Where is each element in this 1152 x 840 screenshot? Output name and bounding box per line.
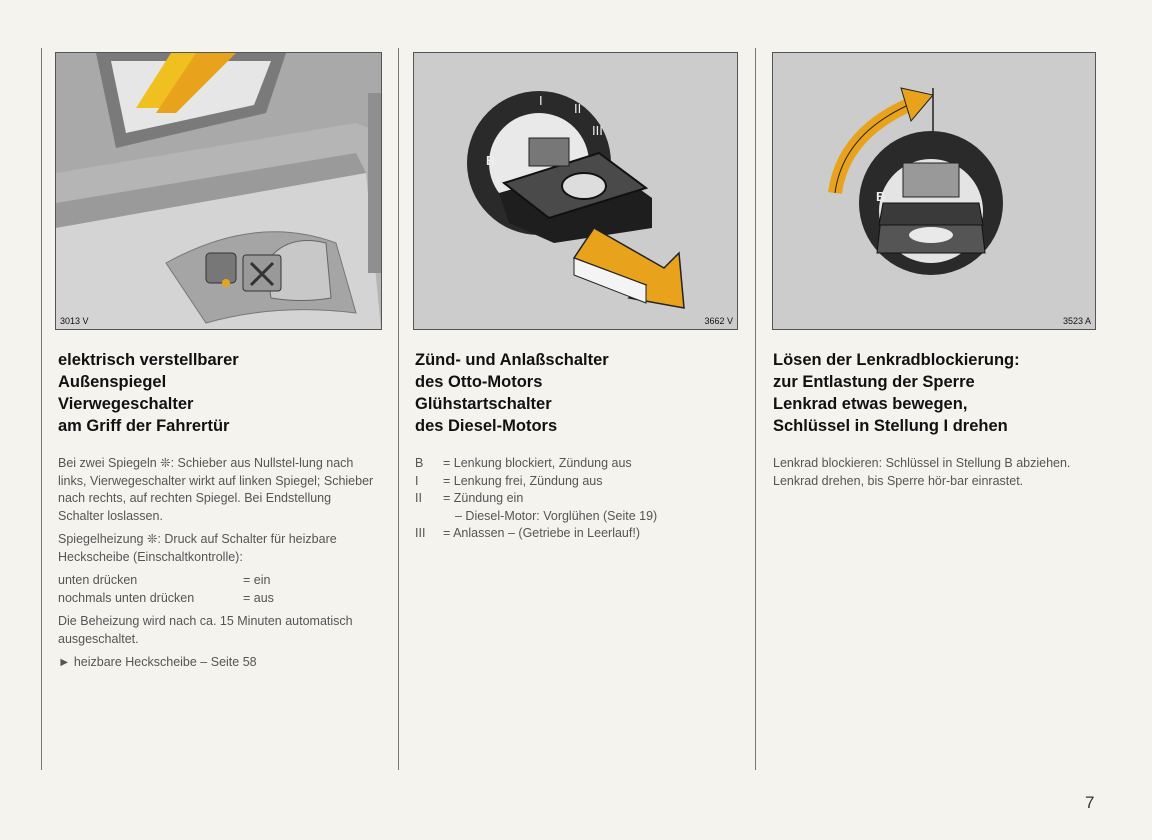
figure-steering-lock-release: [772, 52, 1096, 330]
steering-lock-illustration: [773, 53, 1095, 329]
figure-ignition-switch: [413, 52, 738, 330]
heading-line: elektrisch verstellbarer: [58, 351, 239, 369]
figure-code: 3523 A: [1062, 316, 1091, 326]
section-heading: [773, 349, 1103, 437]
ignition-illustration: [414, 53, 737, 329]
paragraph: Lenkrad blockieren: Schlüssel in Stellung B abziehen. Lenkrad drehen, bis Sperre hör-bar einrastet.: [773, 456, 1071, 488]
dial-label-b: B: [486, 153, 496, 168]
paragraph: Spiegelheizung ❊: Druck auf Schalter für heizbare Heckscheibe (Einschaltkontrolle):: [58, 532, 337, 564]
heading-line: Außenspiegel: [58, 373, 167, 391]
heading-line: am Griff der Fahrertür: [58, 417, 230, 435]
ignition-positions-list: [415, 455, 740, 543]
position-key: B: [415, 456, 424, 470]
table-row: [58, 590, 376, 608]
paragraph: Bei zwei Spiegeln ❊: Schieber aus Nullstel-lung nach links, Vierwegeschalter wirkt auf linken Spiegel; Schieber nach rechts, auf rechten Spiegel. Bei Endstellung Schalter loslassen.: [58, 456, 374, 523]
heading-line: zur Entlastung der Sperre: [773, 373, 975, 391]
position-key: III: [415, 526, 426, 540]
position-text: = Lenkung blockiert, Zündung aus: [443, 456, 632, 470]
column-rule-middle-right: [755, 48, 756, 770]
section-body: [773, 455, 1095, 496]
figure-door-mirror-switch: [55, 52, 382, 330]
position-text: – Diesel-Motor: Vorglühen (Seite 19): [455, 508, 658, 523]
table-label: unten drücken: [58, 573, 138, 587]
heading-line: des Otto-Motors: [415, 373, 543, 391]
heading-line: Vierwegeschalter: [58, 395, 194, 413]
figure-code: 3013 V: [60, 316, 89, 326]
column-rule-left: [41, 48, 42, 770]
position-text: = Lenkung frei, Zündung aus: [443, 473, 603, 488]
dial-label-iii: III: [592, 123, 603, 138]
table-value: = aus: [243, 590, 274, 605]
figure-code: 3662 V: [704, 316, 733, 326]
position-text: = Anlassen – (Getriebe in Leerlauf!): [443, 526, 640, 540]
heading-line: Zünd- und Anlaßschalter: [415, 351, 609, 369]
position-text: = Zündung ein: [443, 491, 524, 505]
table-label: nochmals unten drücken: [58, 590, 195, 605]
section-heading: [415, 349, 735, 437]
dial-label-i: I: [539, 93, 543, 108]
door-illustration: [56, 53, 381, 329]
section-body: [58, 455, 376, 678]
cross-reference-link[interactable]: ► heizbare Heckscheibe – Seite 58: [58, 655, 257, 669]
position-key: II: [415, 491, 422, 505]
dial-label-b: B: [876, 189, 886, 204]
position-key: [415, 508, 443, 526]
table-row: [58, 572, 376, 590]
dial-label-ii: II: [574, 101, 582, 116]
paragraph: Die Beheizung wird nach ca. 15 Minuten automatisch ausgeschaltet.: [58, 614, 353, 646]
position-key: I: [415, 473, 419, 488]
table-value: = ein: [243, 573, 271, 587]
heading-line: Lenkrad etwas bewegen,: [773, 395, 968, 413]
heading-line: Schlüssel in Stellung I drehen: [773, 417, 1008, 435]
heading-line: des Diesel-Motors: [415, 417, 558, 435]
column-rule-middle-left: [398, 48, 399, 770]
heading-line: Glühstartschalter: [415, 395, 552, 413]
page-number: 7: [1085, 793, 1095, 812]
section-heading: [58, 349, 378, 437]
heading-line: Lösen der Lenkradblockierung:: [773, 351, 1020, 369]
